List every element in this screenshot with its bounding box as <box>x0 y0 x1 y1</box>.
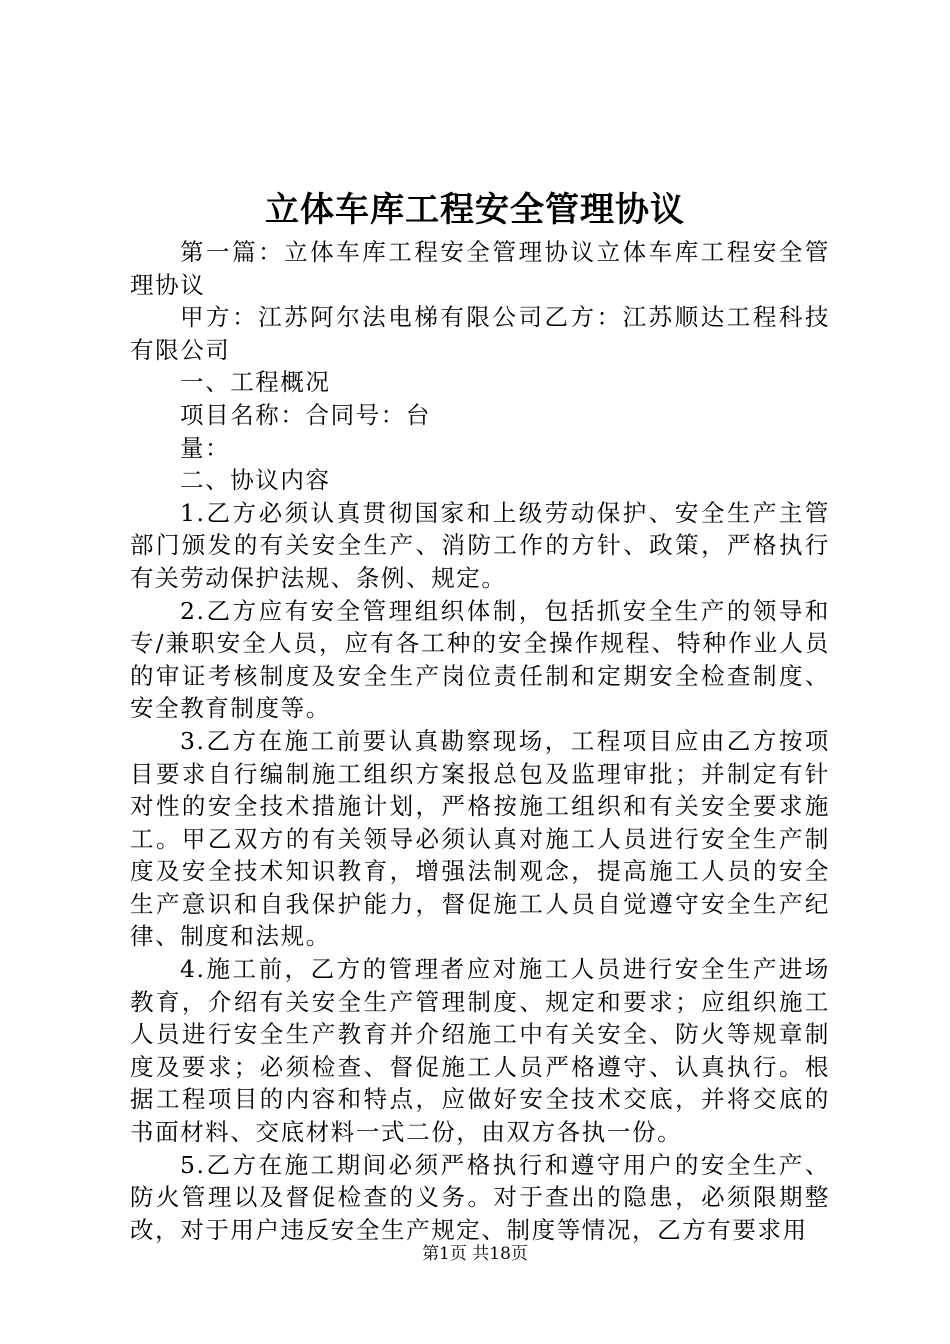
paragraph-project-name: 项目名称：合同号：台 <box>180 400 431 429</box>
paragraph-clause-5: 5.乙方在施工期间必须严格执行和遵守用户的安全生产、防火管理以及督促检查的义务。对于查出的隐患，必须限期整改，对于用户违反安全生产规定、制度等情况，乙方有要求用 <box>130 1150 830 1244</box>
paragraph-section-overview: 一、工程概况 <box>180 368 331 397</box>
document-body <box>130 236 830 1246</box>
paragraph-section-content: 二、协议内容 <box>180 466 331 495</box>
document-title: 立体车库工程安全管理协议 <box>265 190 685 230</box>
page-number-footer: 第1页 共18页 <box>422 1244 528 1264</box>
paragraph-clause-2: 2.乙方应有安全管理组织体制，包括抓安全生产的领导和专/兼职安全人员，应有各工种的安全操作规程、特种作业人员的审证考核制度及安全生产岗位责任制和定期安全检查制度、安全教育制度等。 <box>130 596 830 723</box>
paragraph-parties: 甲方：江苏阿尔法电梯有限公司乙方：江苏顺达工程科技有限公司 <box>130 303 830 364</box>
paragraph-clause-1: 1.乙方必须认真贯彻国家和上级劳动保护、安全生产主管部门颁发的有关安全生产、消防工作的方针、政策，严格执行有关劳动保护法规、条例、规定。 <box>130 498 830 592</box>
paragraph-clause-3: 3.乙方在施工前要认真勘察现场，工程项目应由乙方按项目要求自行编制施工组织方案报总包及监理审批；并制定有针对性的安全技术措施计划，严格按施工组织和有关安全要求施工。甲乙双方的有关领导必须认真对施工人员进行安全生产制度及安全技术知识教育，增强法制观念，提高施工人员的安全生产意识和自我保护能力，督促施工人员自觉遵守安全生产纪律、制度和法规。 <box>130 726 830 951</box>
paragraph-quantity: 量： <box>180 433 231 462</box>
paragraph-clause-4: 4.施工前，乙方的管理者应对施工人员进行安全生产进场教育，介绍有关安全生产管理制度、规定和要求；应组织施工人员进行安全生产教育并介绍施工中有关安全、防火等规章制度及要求；必须检查、督促施工人员严格遵守、认真执行。根据工程项目的内容和特点，应做好安全技术交底，并将交底的书面材料、交底材料一式二份，由双方各执一份。 <box>130 955 830 1147</box>
paragraph-chapter-heading: 第一篇：立体车库工程安全管理协议立体车库工程安全管理协议 <box>130 238 830 299</box>
